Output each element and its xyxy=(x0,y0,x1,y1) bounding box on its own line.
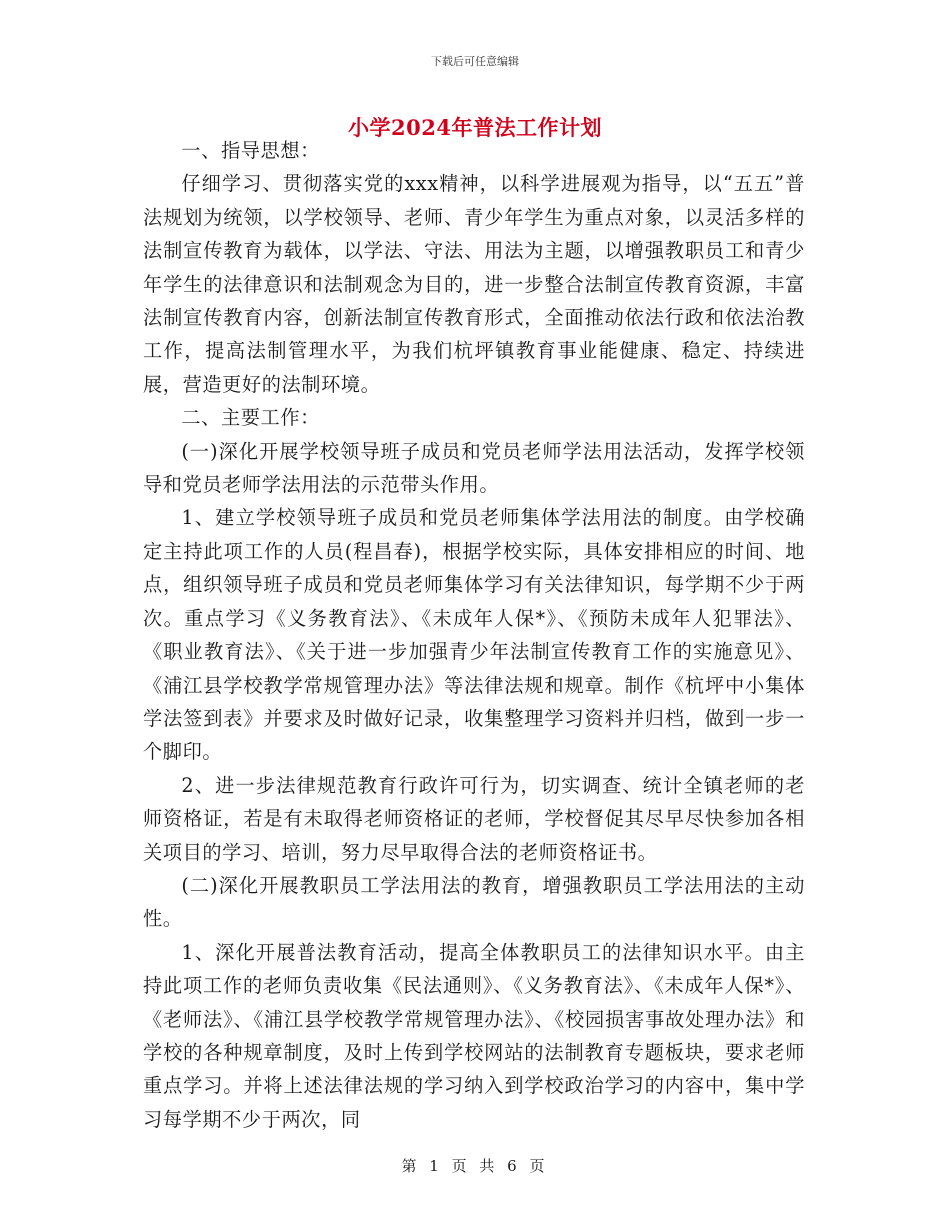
paragraph-item-1-2: 2、进一步法律规范教育行政许可行为，切实调查、统计全镇老师的老师资格证，若是有未取得老师资格证的老师，学校督促其尽早尽快参加各相关项目的学习、培训，努力尽早取得合法的老师资格证书。 xyxy=(143,773,805,864)
header-note: 下载后可任意编辑 xyxy=(431,55,519,68)
paragraph-item-1-1: 1、建立学校领导班子成员和党员老师集体学法用法的制度。由学校确定主持此项工作的人员(程昌春)，根据学校实际，具体安排相应的时间、地点，组织领导班子成员和党员老师集体学习有关法律知识，每学期不少于两次。重点学习《义务教育法》、《未成年人保*》、《预防未成年人犯罪法》、《职业教育法》、《关于进一步加强青少年法制宣传教育工作的实施意见》、《浦江县学校教学常规管理办法》等法律法规和规章。制作《杭坪中小集体学法签到表》并要求及时做好记录，收集整理学习资料并归档，做到一步一个脚印。 xyxy=(143,506,805,764)
paragraph-item-2-1: 1、深化开展普法教育活动，提高全体教职员工的法律知识水平。由主持此项工作的老师负责收集《民法通则》、《义务教育法》、《未成年人保*》、《老师法》、《浦江县学校教学常规管理办法》、《校园损害事故处理办法》和学校的各种规章制度，及时上传到学校网站的法制教育专题板块，要求老师重点学习。并将上述法律法规的学习纳入到学校政治学习的内容中，集中学习每学期不少于两次，同 xyxy=(143,940,805,1131)
document-body xyxy=(143,134,805,1136)
subsection-heading-1: (一)深化开展学校领导班子成员和党员老师学法用法活动，发挥学校领导和党员老师学法用法的示范带头作用。 xyxy=(143,439,805,497)
paragraph-guiding-ideology: 仔细学习、贯彻落实党的xxx精神，以科学进展观为指导，以“五五”普法规划为统领，以学校领导、老师、青少年学生为重点对象，以灵活多样的法制宣传教育为载体，以学法、守法、用法为主题，以增强教职员工和青少年学生的法律意识和法制观念为目的，进一步整合法制宣传教育资源，丰富法制宣传教育内容，创新法制宣传教育形式，全面推动依法行政和依法治教工作，提高法制管理水平，为我们杭坪镇教育事业能健康、稳定、持续进展，营造更好的法制环境。 xyxy=(143,172,805,396)
section-heading-guiding-ideology: 一、指导思想： xyxy=(181,139,320,162)
page-number: 第 1 页 共 6 页 xyxy=(401,1157,549,1175)
subsection-heading-2: (二)深化开展教职员工学法用法的教育，增强教职员工学法用法的主动性。 xyxy=(143,873,805,931)
section-heading-main-work: 二、主要工作： xyxy=(181,406,320,430)
document-title: 小学2024年普法工作计划 xyxy=(348,115,602,140)
